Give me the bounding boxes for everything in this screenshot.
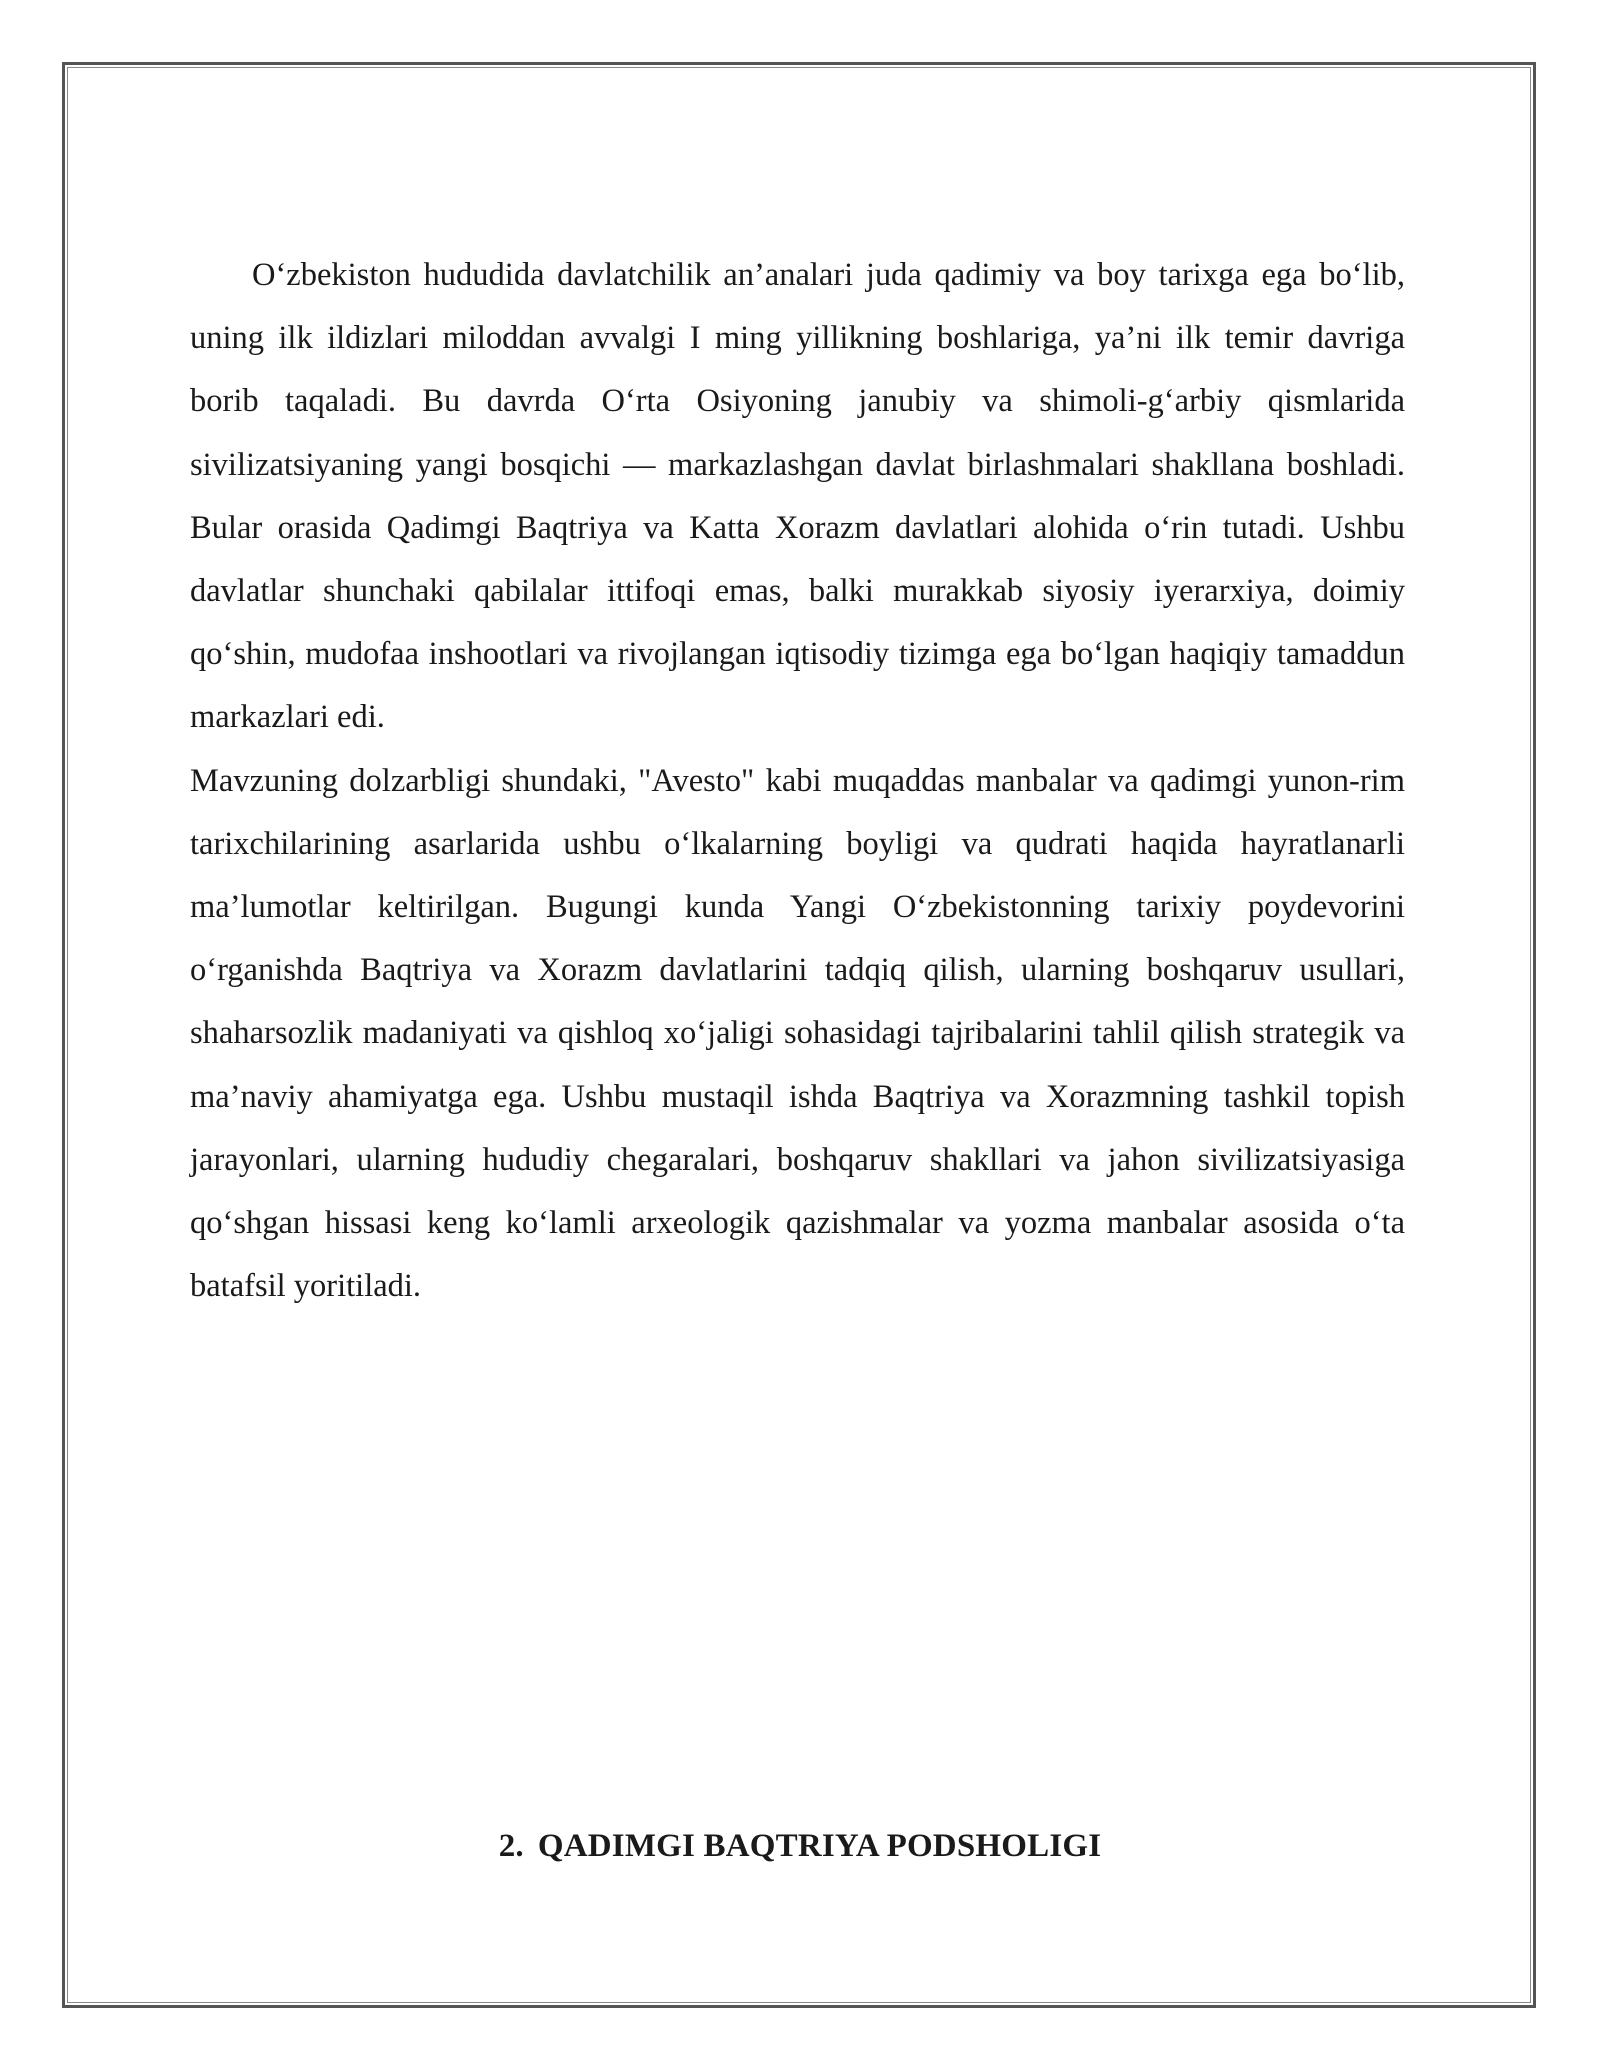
- paragraph-relevance: Mavzuning dolzarbligi shundaki, "Avesto" kabi muqaddas manbalar va qadimgi yunon-rim tarixchilarining asarlarida ushbu o‘lkalarning boyligi va qudrati haqida hayratlanarli ma’lumotlar keltirilgan. Bugungi kunda Yangi O‘zbekistonning tarixiy poydevorini o‘rganishda Baqtriya va Xorazm davlatlarini tadqiq qilish, ularning boshqaruv usullari, shaharsozlik madaniyati va qishloq xo‘jaligi sohasidagi tajribalarini tahlil qilish strategik va ma’naviy ahamiyatga ega. Ushbu mustaqil ishda Baqtriya va Xorazmning tashkil topish jarayonlari, ularning hududiy chegaralari, boshqaruv shakllari va jahon sivilizatsiyasiga qo‘shgan hissasi keng ko‘lamli arxeologik qazishmalar va yozma manbalar asosida o‘ta batafsil yoritiladi.: [190, 762, 1405, 1305]
- section-heading: [0, 1826, 1600, 1866]
- section-number: 2.: [498, 1828, 524, 1864]
- paragraph-intro: O‘zbekiston hududida davlatchilik an’analari juda qadimiy va boy tarixga ega bo‘lib, uning ilk ildizlari miloddan avvalgi I ming yillikning boshlariga, ya’ni ilk temir davriga borib taqaladi. Bu davrda O‘rta Osiyoning janubiy va shimoli-g‘arbiy qismlarida sivilizatsiyaning yangi bosqichi — markazlashgan davlat birlashmalari shakllana boshladi. Bular orasida Qadimgi Baqtriya va Katta Xorazm davlatlari alohida o‘rin tutadi. Ushbu davlatlar shunchaki qabilalar ittifoqi emas, balki murakkab siyosiy iyerarxiya, doimiy qo‘shin, mudofaa inshootlari va rivojlangan iqtisodiy tizimga ega bo‘lgan haqiqiy tamaddun markazlari edi.: [190, 257, 1405, 736]
- section-title: QADIMGI BAQTRIYA PODSHOLIGI: [537, 1828, 1102, 1864]
- body-text: [190, 244, 1405, 1318]
